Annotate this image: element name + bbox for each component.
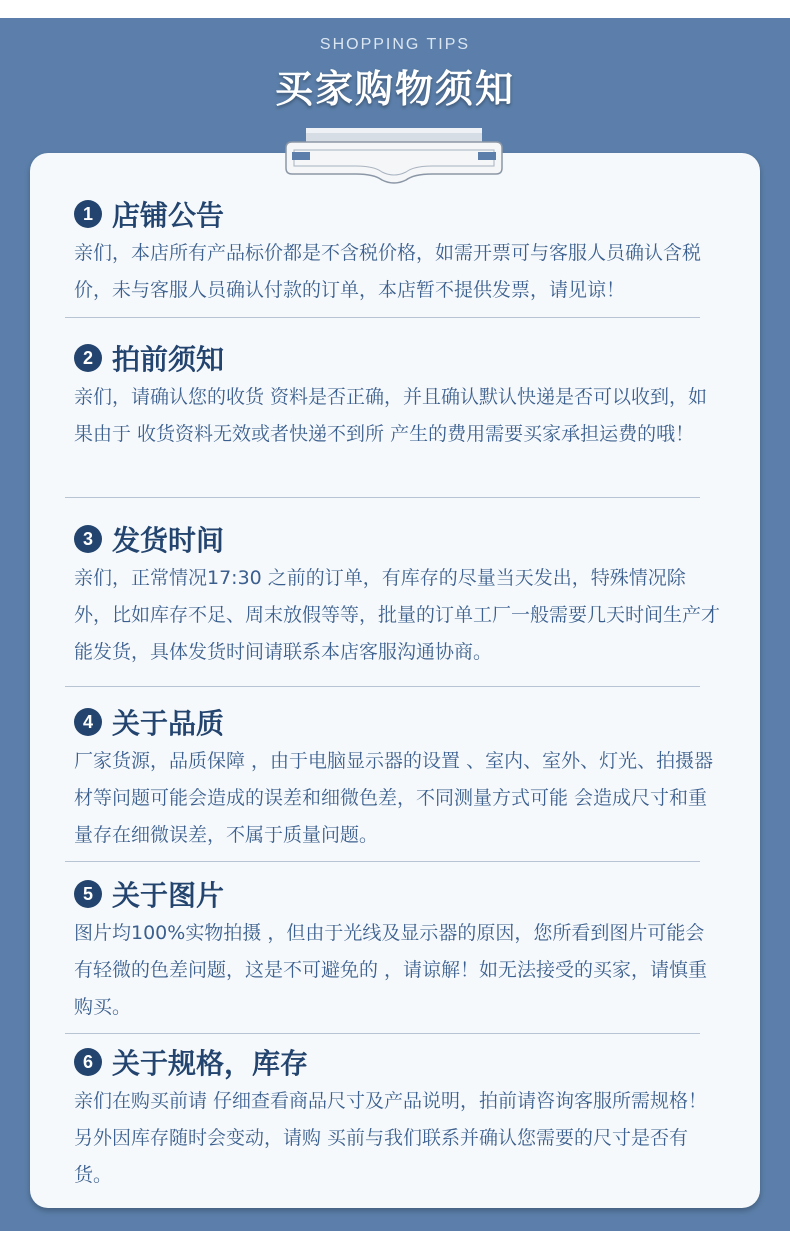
section-title: 关于规格，库存 bbox=[112, 1047, 309, 1080]
section-title: 关于品质 bbox=[112, 707, 225, 740]
section-title: 店铺公告 bbox=[112, 199, 225, 232]
section-body: 图片均100%实物拍摄 ，但由于光线及显示器的原因，您所看到图片可能会有轻微的色差问题，这是不可避免的 ，请谅解！如无法接受的买家，请慎重购买。 bbox=[74, 922, 708, 1018]
section-header bbox=[74, 877, 224, 911]
section-number-badge: 1 bbox=[74, 200, 102, 228]
section-divider bbox=[65, 686, 700, 687]
section-body: 亲们，正常情况17:30 之前的订单，有库存的尽量当天发出，特殊情况除外，比如库存不足、周末放假等等，批量的订单工厂一般需要几天时间生产才能发货，具体发货时间请联系本店客服沟通协商。 bbox=[74, 567, 721, 663]
section-divider bbox=[65, 497, 700, 498]
section-header bbox=[74, 1045, 308, 1079]
section-body: 亲们在购买前请 仔细查看商品尺寸及产品说明，拍前请咨询客服所需规格！另外因库存随时会变动，请购 买前与我们联系并确认您需要的尺寸是否有货。 bbox=[74, 1090, 708, 1186]
section-body: 亲们，请确认您的收货 资料是否正确，并且确认默认快递是否可以收到，如果由于 收货资料无效或者快递不到所 产生的费用需要买家承担运费的哦！ bbox=[74, 386, 708, 445]
section-header bbox=[74, 522, 224, 556]
section-title: 发货时间 bbox=[112, 524, 225, 557]
section-divider bbox=[65, 1033, 700, 1034]
section-divider bbox=[65, 317, 700, 318]
header-subtitle: SHOPPING TIPS bbox=[319, 36, 471, 53]
clipboard-clip-icon bbox=[282, 128, 506, 188]
section-number-badge: 2 bbox=[74, 344, 102, 372]
section-number-badge: 3 bbox=[74, 525, 102, 553]
section-title: 关于图片 bbox=[112, 879, 225, 912]
section-header bbox=[74, 197, 224, 231]
section-body: 厂家货源，品质保障 ，由于电脑显示器的设置 、室内、室外、灯光、拍摄器材等问题可能会造成的误差和细微色差，不同测量方式可能 会造成尺寸和重量存在细微误差，不属于质量问题。 bbox=[74, 750, 714, 846]
section-number-badge: 6 bbox=[74, 1048, 102, 1076]
section-number-badge: 5 bbox=[74, 880, 102, 908]
section-body: 亲们，本店所有产品标价都是不含税价格，如需开票可与客服人员确认含税价，未与客服人员确认付款的订单，本店暂不提供发票，请见谅！ bbox=[74, 242, 702, 301]
section-divider bbox=[65, 861, 700, 862]
section-title: 拍前须知 bbox=[112, 343, 225, 376]
notice-card bbox=[30, 153, 760, 1208]
section-number-badge: 4 bbox=[74, 708, 102, 736]
section-header bbox=[74, 341, 224, 375]
page-title: 买家购物须知 bbox=[274, 67, 515, 111]
section-header bbox=[74, 705, 224, 739]
